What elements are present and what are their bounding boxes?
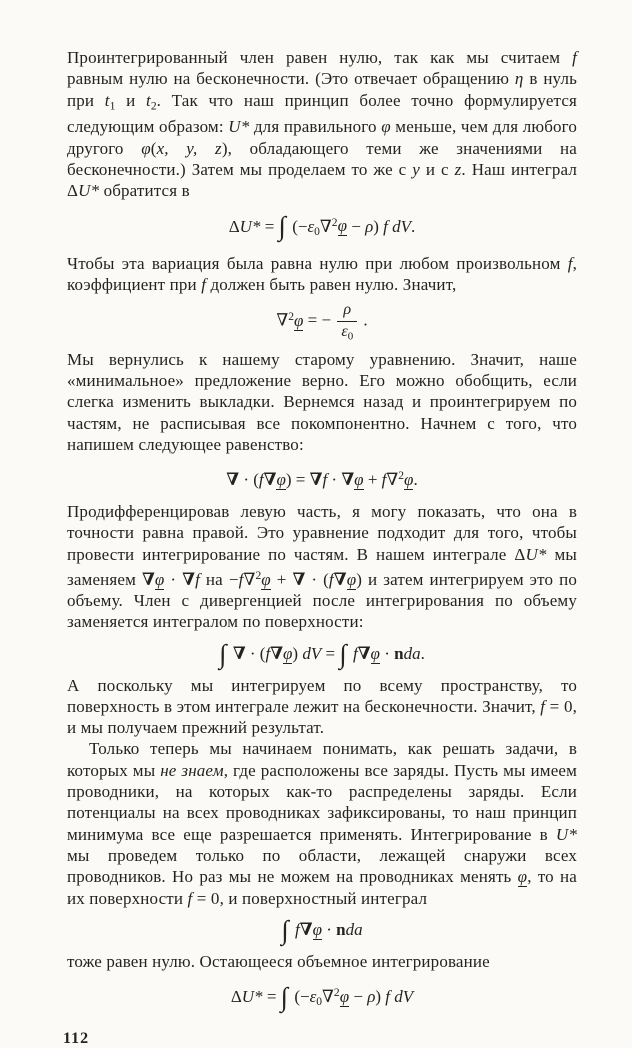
paragraph-7 (67, 951, 577, 972)
integral-sign: ∫ (278, 211, 286, 242)
text-run: тоже равен нулю. Остающееся объемное интегрирование (67, 951, 490, 971)
text-run: ∇ (182, 569, 196, 589)
text-run: η (514, 69, 524, 89)
formula-delta-u-1 (67, 211, 577, 244)
text-run: А поскольку мы интегрируем по всему пространству, то поверхность в этом интеграле лежит на бесконечности. Значит, (67, 675, 577, 716)
text-run: φ (381, 117, 391, 137)
text-run: на − (199, 569, 239, 589)
text-run: ε (309, 986, 317, 1006)
text-run: Мы вернулись к нашему старому уравнению. Значит, наше «минимальное» предложение верно. Его можно обобщить, если слегка изменить выкладки. Вернемся назад и проинтегрируем по частям, не расписывая все покомпонентно. Начнем с того, что напишем следующее равенство: (67, 349, 577, 454)
text-run: . (413, 470, 418, 490)
text-run: ε (307, 216, 315, 236)
text-run: f (187, 888, 193, 908)
text-run: n (336, 919, 346, 939)
text-run: ∇ (386, 470, 399, 490)
text-run: t (104, 90, 110, 110)
text-run: ε (341, 322, 348, 340)
text-run: φ (276, 470, 286, 490)
paragraph-1 (67, 47, 577, 202)
formula-product-rule (67, 464, 577, 492)
text-run: 2 (255, 568, 262, 582)
integral-sign: ∫ (280, 981, 289, 1012)
text-run: . Так что наш принцип более точно формулируется следующим образом: (67, 90, 577, 137)
text-run: (− (287, 216, 308, 236)
text-run: t (145, 90, 151, 110)
paragraph-6 (67, 738, 577, 908)
text-run: не знаем (160, 760, 224, 780)
text-run: Только теперь мы начинаем понимать, как решать задачи, в которых мы (67, 739, 577, 780)
text-run: 2 (288, 310, 294, 324)
text-run: мы заменяем (67, 544, 577, 589)
text-run: ∇ (333, 569, 347, 589)
text-run: φ (261, 569, 271, 589)
text-run: ∇ (357, 643, 371, 663)
fraction-denominator (337, 321, 357, 342)
text-run: ∇ (309, 470, 323, 490)
text-run: Проинтегрированный член равен нулю, так как мы считаем (67, 48, 573, 67)
text-run: . Наш интеграл Δ (67, 159, 577, 201)
text-run: = (262, 986, 281, 1006)
integral-sign: ∫ (219, 638, 227, 669)
text-run: ∇ (141, 569, 155, 589)
text-run: = (260, 216, 279, 236)
text-run: ρ (343, 301, 352, 319)
text-run: Чтобы эта вариация была равна нулю при любом произвольном (67, 253, 568, 273)
text-run: ) = (285, 470, 310, 490)
text-run: f (201, 275, 207, 295)
text-run: . (359, 310, 368, 330)
text-run: φ (370, 643, 380, 663)
text-run: в нуль при (67, 69, 578, 110)
text-run: ∇ (276, 310, 289, 330)
formula-delta-u-2 (67, 981, 577, 1014)
text-run: ∇ (226, 470, 240, 490)
text-run: n (394, 643, 404, 663)
text-run: φ (283, 643, 293, 663)
text-run: ∇ (319, 216, 332, 236)
page-number: 112 (63, 1030, 90, 1048)
text-run: 1 (109, 99, 116, 113)
text-run: = 0, и поверхностный интеграл (192, 888, 428, 908)
text-run: φ (404, 470, 414, 490)
formula-poisson (67, 302, 577, 341)
text-run: φ (354, 470, 364, 490)
text-run: ∇ (292, 569, 306, 589)
paragraph-3 (67, 349, 577, 455)
text-run: Δ (230, 986, 242, 1006)
text-run: равным нулю на бесконечности. (Это отвечает обращению (67, 69, 515, 89)
text-run: ∇ (232, 643, 246, 663)
text-run: ∇ (263, 470, 277, 490)
text-run: обратится в (99, 181, 190, 201)
text-run: φ (337, 216, 347, 236)
text-run: U* (241, 986, 263, 1006)
text-run: f (295, 919, 300, 939)
paragraph-2 (67, 253, 577, 296)
text-run: dV (302, 643, 322, 663)
text-run: . (420, 643, 425, 663)
text-run: меньше, чем для любого другого (67, 117, 578, 158)
text-run: f (265, 643, 271, 663)
text-run: мы проведем только по области, лежащей снаружи всех проводников. Но раз мы не можем на проводниках менять (67, 845, 577, 887)
text-run: f dV (385, 986, 414, 1006)
text-run: f dV (383, 216, 412, 236)
text-run: f (328, 569, 334, 589)
text-run: · (379, 643, 395, 663)
text-run: x, y, z (156, 138, 222, 158)
text-run: · ( (305, 569, 329, 589)
fraction (337, 302, 357, 341)
text-run: f (352, 643, 358, 663)
text-run: и (115, 90, 146, 110)
text-run: U* (525, 544, 547, 564)
text-run: + (270, 569, 293, 589)
text-run: da (403, 643, 421, 663)
text-run: z (454, 159, 462, 179)
text-run: 2 (150, 99, 157, 113)
integral-sign: ∫ (339, 638, 347, 669)
text-run: = (321, 643, 340, 663)
text-run: , коэффициент при (67, 253, 577, 295)
text-run: f (381, 470, 387, 490)
text-run: ρ (367, 986, 376, 1006)
text-run: ∇ (322, 986, 334, 1006)
text-run: + (363, 470, 382, 490)
text-run: · ( (245, 643, 266, 663)
text-run: U* (555, 824, 577, 844)
text-run: , где расположены все заряды. Пусть мы имеем проводники, на которых как-то распределены заряды. Если потенциалы на всех проводниках зафиксированы, то наш принцип минимума все еще разрешается применять. Интегрирование в (67, 760, 578, 844)
text-run: U* (239, 216, 261, 236)
text-run: f (195, 569, 200, 589)
text-run: ) и затем интегрируем это по объему. Член с дивергенцией после интегрирования по объему заменяется интегралом по поверхности: (67, 569, 577, 632)
text-run: ) (375, 986, 386, 1006)
text-run: · ( (239, 470, 259, 490)
text-run: − (346, 216, 366, 236)
text-run: Продифференцировав левую часть, я могу показать, что она в точности равна правой. Это уравнение подходит для того, чтобы провести интегрирование по частям. В нашем интеграле Δ (67, 502, 577, 564)
text-run: φ (293, 310, 304, 330)
text-run: 2 (331, 215, 338, 229)
text-run: и с (419, 159, 455, 179)
text-run: f (238, 569, 244, 589)
paragraph-4 (67, 501, 577, 633)
text-run: (− (290, 986, 310, 1006)
text-run: · (321, 919, 337, 939)
text-run: ρ (365, 216, 374, 236)
text-run: 0 (316, 995, 323, 1009)
text-run: f (567, 253, 573, 273)
text-run: f (258, 470, 264, 490)
text-run: . (411, 216, 416, 236)
text-run: 2 (398, 469, 405, 483)
text-run: ∇ (243, 569, 256, 589)
formula-divergence-surface (67, 638, 577, 669)
text-run: da (345, 919, 363, 939)
text-run: φ (517, 867, 528, 887)
text-run: φ (154, 569, 165, 589)
text-run: f (322, 470, 328, 490)
text-run: Δ (228, 216, 240, 236)
text-run: f (572, 48, 577, 67)
text-run: 0 (314, 224, 320, 238)
integral-sign: ∫ (281, 914, 289, 945)
text-run: φ (346, 569, 357, 589)
text-run: для правильного (249, 117, 382, 137)
formula-surface-integral (67, 914, 577, 945)
text-run: U* (228, 117, 250, 137)
text-run: ( (150, 138, 157, 158)
page-content (63, 47, 578, 1048)
text-run: ∇ (299, 919, 313, 939)
text-run: · (327, 470, 342, 490)
fraction-numerator (337, 302, 357, 320)
text-run: − (349, 986, 368, 1006)
text-run: φ (339, 986, 350, 1006)
text-run: 2 (333, 986, 340, 1000)
text-run: ) (373, 216, 384, 236)
text-run: должен быть равен нулю. Значит, (206, 275, 457, 295)
text-run: y (412, 159, 420, 179)
text-run: ∇ (270, 643, 284, 663)
text-run: U* (78, 181, 100, 201)
text-run: 0 (347, 329, 354, 342)
text-run: ) (292, 643, 303, 663)
text-run: ), обладающего теми же значениями на бесконечности.) Затем мы проделаем то же с (67, 138, 577, 179)
text-run: · (164, 569, 183, 589)
text-run: , то на их поверхности (67, 867, 577, 908)
text-run: φ (312, 919, 322, 939)
text-run: = − (303, 310, 336, 330)
text-run: φ (141, 138, 151, 158)
text-run: f (540, 696, 546, 716)
text-run: ∇ (341, 470, 355, 490)
paragraph-5 (67, 675, 577, 739)
text-run: = 0, и мы получаем прежний результат. (67, 696, 578, 738)
